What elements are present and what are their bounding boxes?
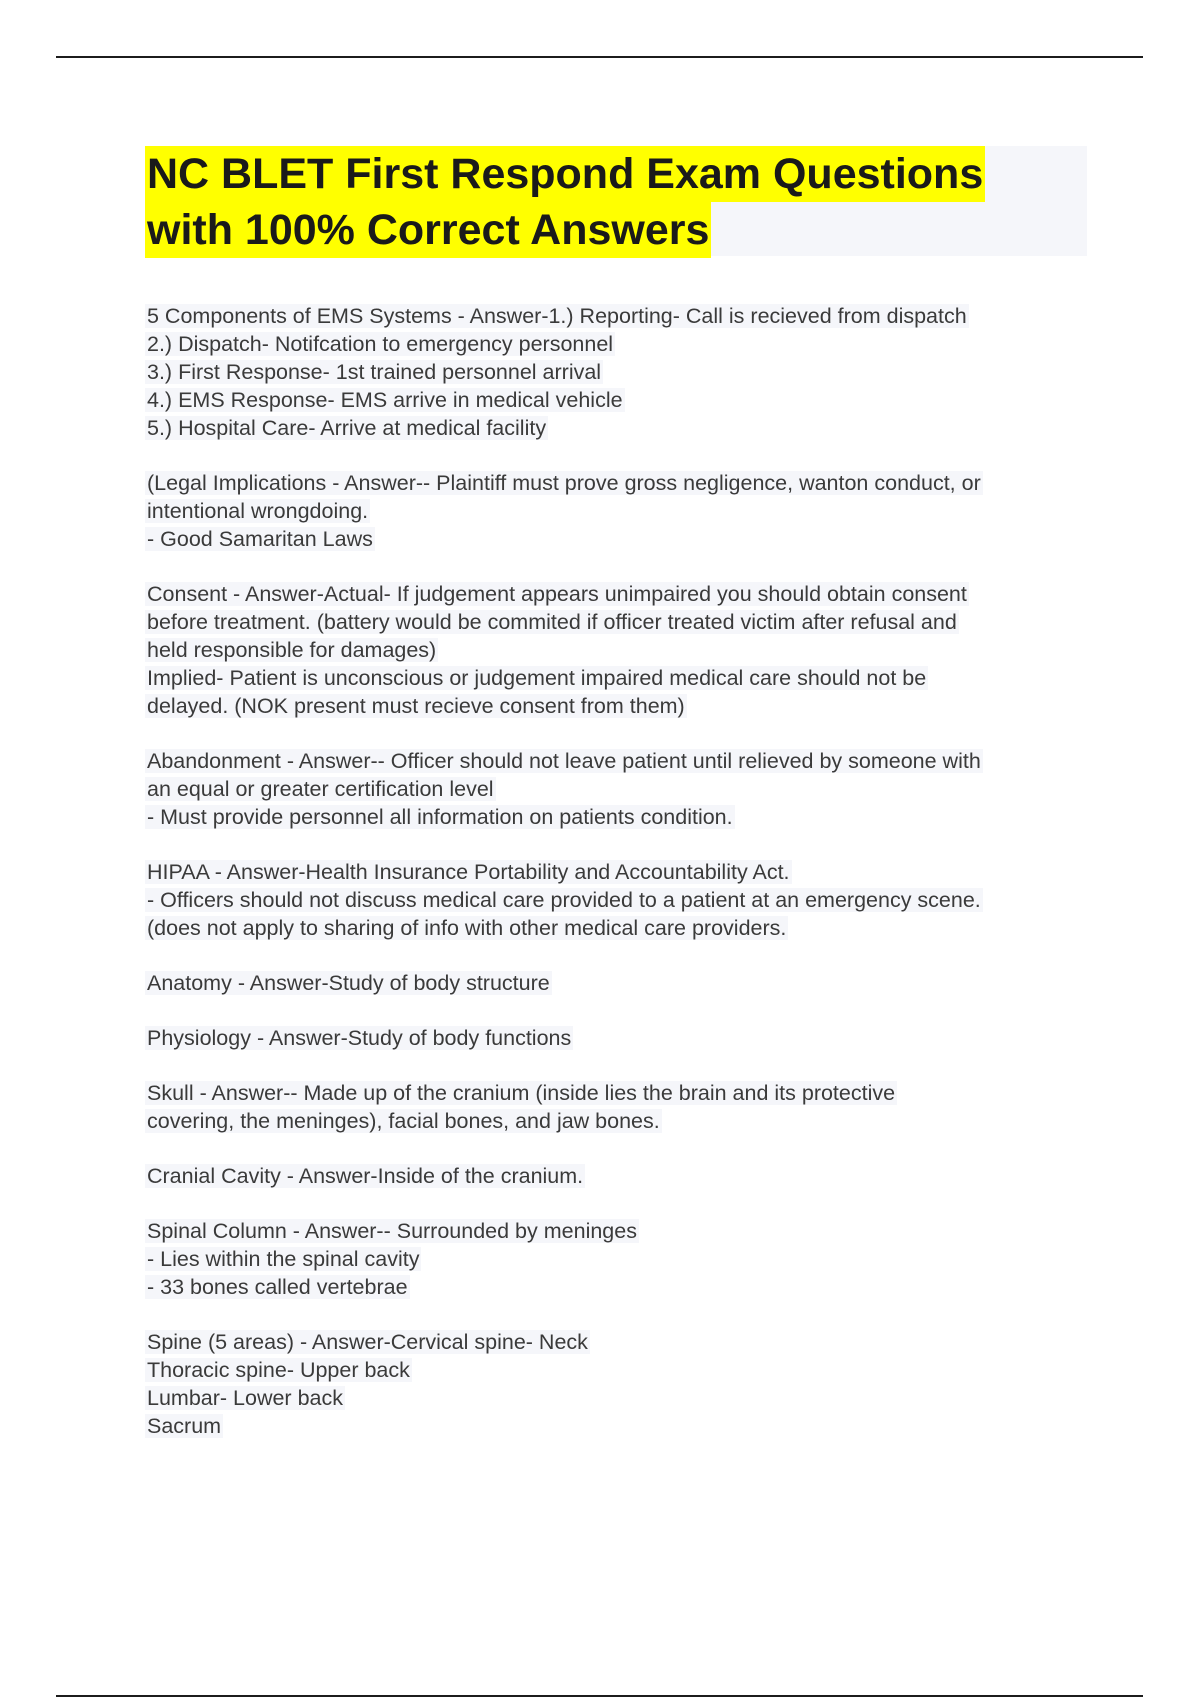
- qa-line-text: Consent - Answer-Actual- If judgement appears unimpaired you should obtain consent: [147, 582, 967, 606]
- qa-line: [145, 1328, 1095, 1356]
- qa-line: [145, 1217, 1095, 1245]
- qa-line-text: HIPAA - Answer-Health Insurance Portability and Accountability Act.: [147, 860, 790, 884]
- qa-entry: [145, 1328, 1095, 1440]
- qa-entry: [145, 1024, 1095, 1052]
- qa-line: [145, 969, 1095, 997]
- qa-line-text: Implied- Patient is unconscious or judgement impaired medical care should not be: [147, 666, 927, 690]
- qa-line-text: 5 Components of EMS Systems - Answer-1.) Reporting- Call is recieved from dispatch: [147, 304, 967, 328]
- qa-line: [145, 803, 1095, 831]
- qa-line-text: Lumbar- Lower back: [147, 1386, 343, 1410]
- qa-line: [145, 747, 1095, 775]
- qa-line-text: - 33 bones called vertebrae: [147, 1275, 408, 1299]
- qa-entry: [145, 302, 1095, 442]
- qa-line: [145, 414, 1095, 442]
- qa-line: [145, 525, 1095, 553]
- qa-line: [145, 1107, 1095, 1135]
- qa-line: [145, 775, 1095, 803]
- qa-line: [145, 1245, 1095, 1273]
- qa-entry: [145, 1217, 1095, 1301]
- qa-entry: [145, 1162, 1095, 1190]
- qa-entry: [145, 1079, 1095, 1135]
- qa-entry: [145, 469, 1095, 553]
- qa-line-text: 3.) First Response- 1st trained personnel arrival: [147, 360, 602, 384]
- qa-line-text: Cranial Cavity - Answer-Inside of the cranium.: [147, 1164, 584, 1188]
- qa-line-text: - Officers should not discuss medical care provided to a patient at an emergency scene.: [147, 888, 981, 912]
- qa-line-text: before treatment. (battery would be commited if officer treated victim after refusal and: [147, 610, 957, 634]
- qa-line: [145, 358, 1095, 386]
- qa-line-text: Spinal Column - Answer-- Surrounded by meninges: [147, 1219, 637, 1243]
- qa-line-text: - Must provide personnel all information on patients condition.: [147, 805, 733, 829]
- qa-line: [145, 636, 1095, 664]
- document-title-line-2: with 100% Correct Answers: [145, 202, 711, 258]
- qa-line-text: (Legal Implications - Answer-- Plaintiff must prove gross negligence, wanton conduct, or: [147, 471, 981, 495]
- qa-line-text: delayed. (NOK present must recieve consent from them): [147, 694, 685, 718]
- qa-line: [145, 330, 1095, 358]
- qa-entry: [145, 969, 1095, 997]
- qa-line: [145, 302, 1095, 330]
- qa-line: [145, 1273, 1095, 1301]
- qa-line: [145, 1384, 1095, 1412]
- bottom-rule: [56, 1695, 1143, 1697]
- qa-entry: [145, 858, 1095, 942]
- qa-line: [145, 580, 1095, 608]
- qa-line-text: - Good Samaritan Laws: [147, 527, 373, 551]
- document-title-line-1: NC BLET First Respond Exam Questions: [145, 146, 985, 202]
- qa-line: [145, 664, 1095, 692]
- qa-line-text: Physiology - Answer-Study of body functions: [147, 1026, 572, 1050]
- qa-line-text: Sacrum: [147, 1414, 222, 1438]
- qa-line-text: 5.) Hospital Care- Arrive at medical facility: [147, 416, 547, 440]
- qa-list: [145, 302, 1095, 1467]
- qa-line-text: 2.) Dispatch- Notifcation to emergency personnel: [147, 332, 614, 356]
- qa-line-text: - Lies within the spinal cavity: [147, 1247, 420, 1271]
- qa-line: [145, 914, 1095, 942]
- qa-line: [145, 1024, 1095, 1052]
- qa-line: [145, 1412, 1095, 1440]
- qa-line: [145, 469, 1095, 497]
- qa-line-text: intentional wrongdoing.: [147, 499, 369, 523]
- qa-line: [145, 1079, 1095, 1107]
- qa-entry: [145, 747, 1095, 831]
- qa-line-text: covering, the meninges), facial bones, and jaw bones.: [147, 1109, 660, 1133]
- qa-line-text: Abandonment - Answer-- Officer should not leave patient until relieved by someone with: [147, 749, 981, 773]
- qa-entry: [145, 580, 1095, 720]
- top-rule: [56, 56, 1143, 58]
- qa-line-text: Thoracic spine- Upper back: [147, 1358, 410, 1382]
- qa-line-text: 4.) EMS Response- EMS arrive in medical vehicle: [147, 388, 623, 412]
- qa-line: [145, 1162, 1095, 1190]
- qa-line: [145, 608, 1095, 636]
- qa-line-text: (does not apply to sharing of info with other medical care providers.: [147, 916, 787, 940]
- qa-line: [145, 386, 1095, 414]
- qa-line: [145, 858, 1095, 886]
- qa-line: [145, 1356, 1095, 1384]
- qa-line: [145, 692, 1095, 720]
- qa-line-text: held responsible for damages): [147, 638, 437, 662]
- qa-line: [145, 497, 1095, 525]
- qa-line-text: an equal or greater certification level: [147, 777, 494, 801]
- qa-line: [145, 886, 1095, 914]
- qa-line-text: Anatomy - Answer-Study of body structure: [147, 971, 550, 995]
- qa-line-text: Skull - Answer-- Made up of the cranium (inside lies the brain and its protective: [147, 1081, 896, 1105]
- qa-line-text: Spine (5 areas) - Answer-Cervical spine- Neck: [147, 1330, 588, 1354]
